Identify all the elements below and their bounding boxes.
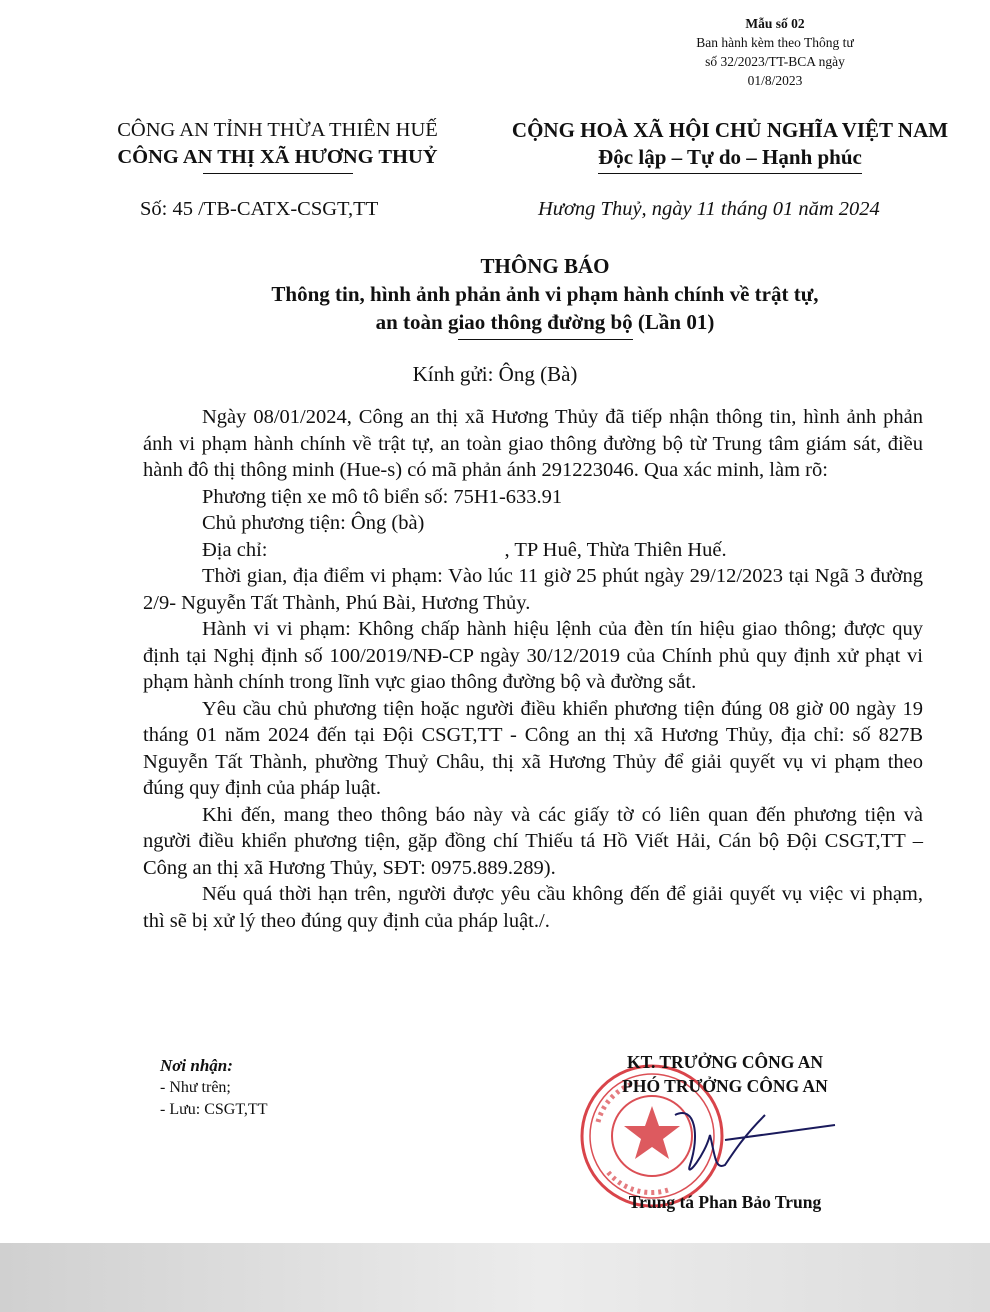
body-bring: Khi đến, mang theo thông báo này và các giấy tờ có liên quan đến phương tiện và người điều khiển phương tiện, gặp đồng chí Thiếu tá Hồ Viết Hải, Cán bộ Đội CSGT,TT – Công an thị xã Hương Thủy, SĐT: 0975.889.289).	[143, 803, 923, 879]
receivers-block	[160, 1055, 267, 1121]
document-body	[143, 404, 923, 934]
signature-scribble	[655, 1095, 855, 1195]
body-address	[143, 537, 923, 564]
document-number: Số: 45 /TB-CATX-CSGT,TT	[140, 198, 379, 220]
issued-line-2: số 32/2023/TT-BCA ngày	[705, 54, 845, 69]
document-title	[150, 252, 940, 340]
body-intro: Ngày 08/01/2024, Công an thị xã Hương Thủy đã tiếp nhận thông tin, hình ảnh phản ánh vi phạm hành chính về trật tự, an toàn giao thông đường bộ từ Trung tâm giám sát, điều hành đô thị thông minh (Hue-s) có mã phản ánh 291223046. Qua xác minh, làm rõ:	[143, 406, 923, 481]
body-owner: Chủ phương tiện: Ông (bà)	[202, 512, 425, 534]
form-code-block	[680, 14, 870, 90]
signature-line-2: PHÓ TRƯỞNG CÔNG AN	[622, 1076, 828, 1096]
body-time-place: Thời gian, địa điểm vi phạm: Vào lúc 11 giờ 25 phút ngày 29/12/2023 tại Ngã 3 đường 2/9- Nguyễn Tất Thành, Phú Bài, Hương Thủy.	[143, 565, 923, 614]
body-warning: Nếu quá thời hạn trên, người được yêu cầu không đến để giải quyết vụ việc vi phạm, thì sẽ bị xử lý theo đúng quy định của pháp luật./.	[143, 883, 923, 932]
agency-header	[70, 117, 485, 174]
issued-line-3: 01/8/2023	[747, 73, 803, 88]
signature-titles	[580, 1050, 870, 1098]
receivers-heading: Nơi nhận:	[160, 1056, 233, 1075]
form-code: Mẫu số 02	[745, 16, 805, 31]
place-date: Hương Thuỷ, ngày 11 tháng 01 năm 2024	[538, 198, 880, 220]
background-strip	[0, 1243, 990, 1312]
receivers-item-1: - Như trên;	[160, 1079, 231, 1096]
title-line-1: Thông tin, hình ảnh phản ảnh vi phạm hành chính về trật tự,	[271, 282, 819, 306]
body-request: Yêu cầu chủ phương tiện hoặc người điều khiển phương tiện đúng 08 giờ 00 ngày 19 tháng 01 năm 2024 đến tại Đội CSGT,TT - Công an thị xã Hương Thủy, địa chỉ: số 827B Nguyễn Tất Thành, phường Thuỷ Châu, thị xã Hương Thủy để giải quyết vụ vi phạm theo đúng quy định của pháp luật.	[143, 697, 923, 799]
nation-name: CỘNG HOÀ XÃ HỘI CHỦ NGHĨA VIỆT NAM	[511, 118, 949, 142]
agency-parent: CÔNG AN TỈNH THỪA THIÊN HUẾ	[117, 119, 438, 141]
issued-line-1: Ban hành kèm theo Thông tư	[696, 35, 854, 50]
signature-line-1: KT. TRƯỞNG CÔNG AN	[626, 1052, 824, 1072]
signer-name: Trung tá Phan Bảo Trung	[628, 1192, 822, 1212]
agency-underline	[203, 173, 353, 174]
agency-unit: CÔNG AN THỊ XÃ HƯƠNG THUỶ	[117, 146, 438, 168]
body-vehicle: Phương tiện xe mô tô biển số: 75H1-633.91	[202, 485, 563, 508]
nation-motto: Độc lập – Tự do – Hạnh phúc	[598, 144, 862, 174]
title-main: THÔNG BÁO	[480, 254, 610, 278]
address-label: Địa chỉ:	[202, 538, 268, 561]
receivers-item-2: - Lưu: CSGT,TT	[160, 1101, 268, 1118]
title-line-2: an toàn giao thông đường bộ (Lần 01)	[375, 310, 715, 334]
body-violation: Hành vi vi phạm: Không chấp hành hiệu lệnh của đèn tín hiệu giao thông; được quy định tại Nghị định số 100/2019/NĐ-CP ngày 30/12/2019 của Chính phủ quy định xử phạt vi phạm hành chính trong lĩnh vực giao thông đường bộ và đường sắt.	[143, 618, 923, 693]
nation-header	[480, 117, 980, 174]
title-underline	[458, 339, 633, 340]
address-value: , TP Huê, Thừa Thiên Huế.	[504, 538, 727, 561]
recipient-line: Kính gửi: Ông (Bà)	[412, 362, 578, 386]
